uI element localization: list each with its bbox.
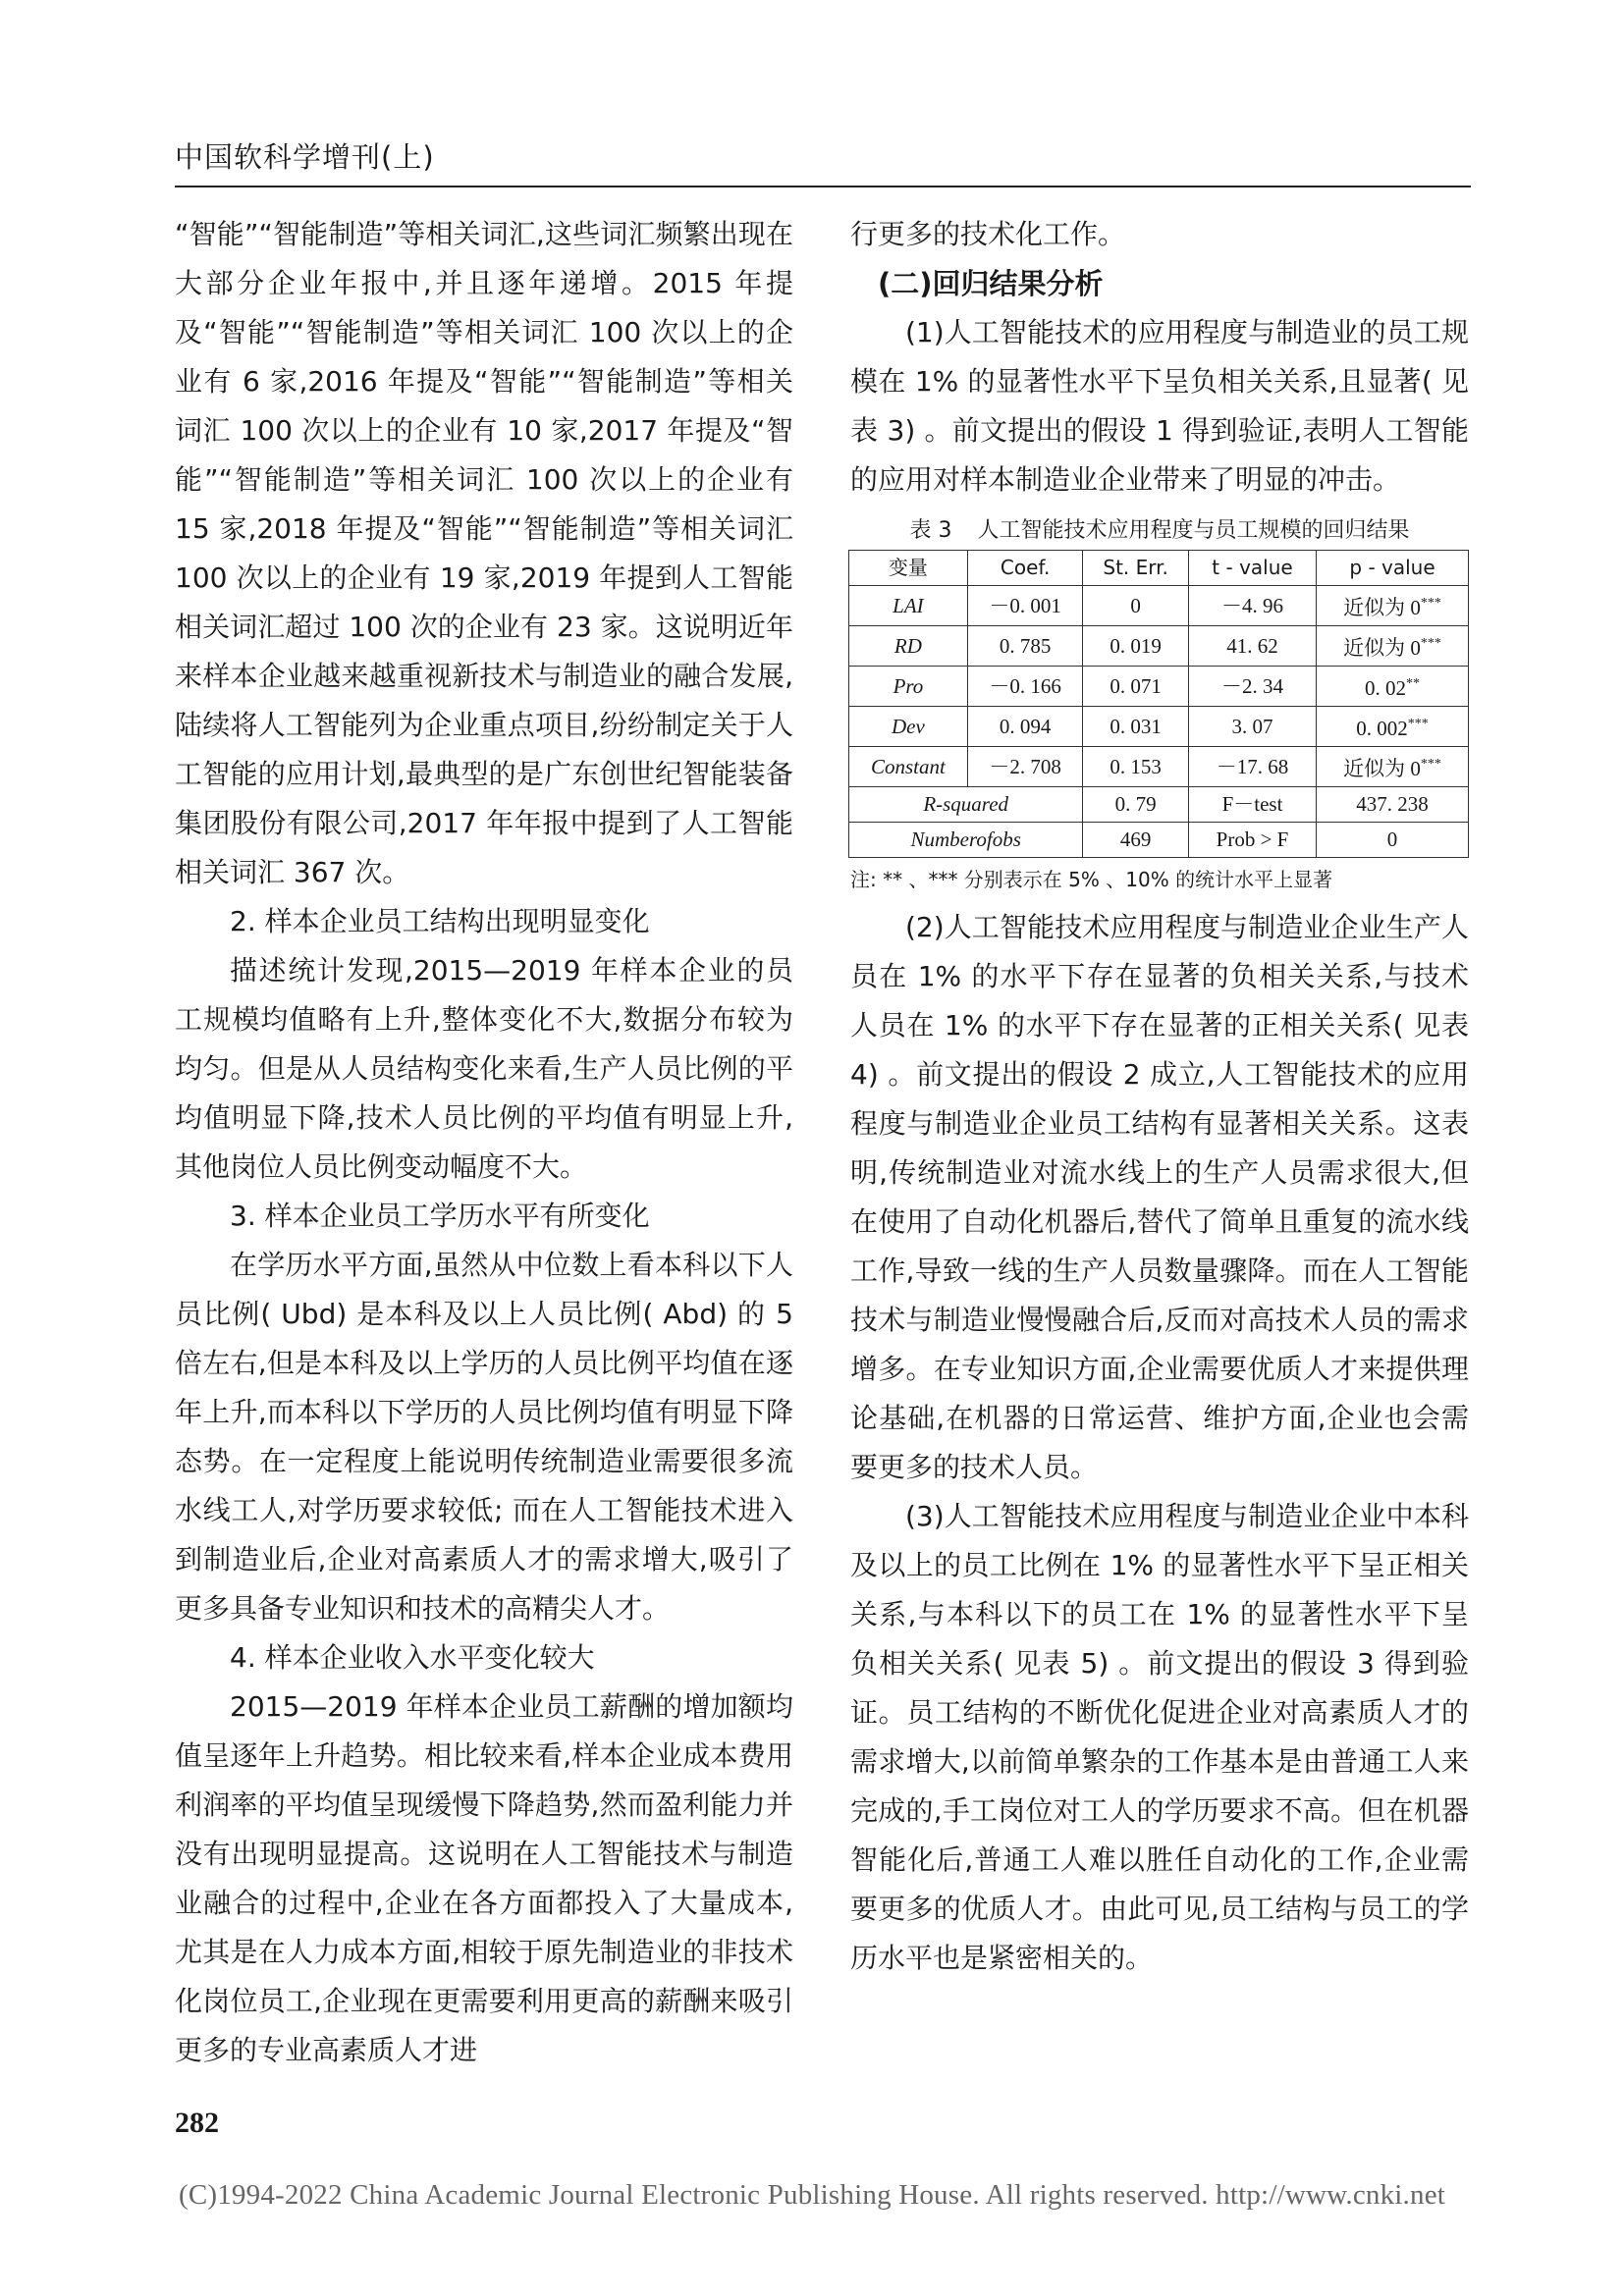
table-row [849,667,1469,707]
table-header-cell: Coef. [967,551,1083,586]
table-row [849,586,1469,626]
page-number: 282 [175,2107,219,2139]
significance-stars: *** [1407,717,1429,731]
table-number: 表 3 [909,518,952,543]
stat-label-cell: F－test [1188,787,1316,823]
header-rule [175,186,1471,187]
tvalue-cell: 3. 07 [1188,707,1316,747]
table-header-cell: t - value [1188,551,1316,586]
tvalue-cell: －4. 96 [1188,586,1316,626]
pvalue-text: 0. 02 [1365,676,1407,700]
table-note: 注: ** 、*** 分别表示在 5% 、10% 的统计水平上显著 [850,868,1333,891]
pvalue-cell [1317,626,1469,667]
stat-value-cell: 437. 238 [1317,787,1469,823]
body-paragraph: 2015—2019 年样本企业员工薪酬的增加额均值呈逐年上升趋势。相比较来看,样本企业成本费用利润率的平均值呈现缓慢下降趋势,然而盈利能力并没有出现明显提高。这说明在人工智能技术与制造业融合的过程中,企业在各方面都投入了大量成本,尤其是在人力成本方面,相较于原先制造业的非技术化岗位员工,企业现在更需要利用更高的薪酬来吸引更多的专业高素质人才进 [175,1690,793,2066]
section-heading: (二)回归结果分析 [878,267,1104,300]
stat-label-cell: Prob > F [1188,823,1316,858]
stat-value-cell: 469 [1083,823,1189,858]
table-row [849,707,1469,747]
table-header-cell: St. Err. [1083,551,1189,586]
table-caption [850,516,1469,546]
significance-stars: ** [1406,676,1421,691]
pvalue-cell [1317,747,1469,787]
stat-label-cell: R-squared [849,787,1083,823]
pvalue-cell [1317,586,1469,626]
body-paragraph: “智能”“智能制造”等相关词汇,这些词汇频繁出现在大部分企业年报中,并且逐年递增。2015 年提及“智能”“智能制造”等相关词汇 100 次以上的企业有 6 家,2016 年提及“智能”“智能制造”等相关词汇 100 次以上的企业有 10 家,2017 年提及“智能”“智能制造”等相关词汇 100 次以上的企业有 15 家,2018 年提及“智能”“智能制造”等相关词汇 100 次以上的企业有 19 家,2019 年提到人工智能相关词汇超过 100 次的企业有 23 家。这说明近年来样本企业越来越重视新技术与制造业的融合发展,陆续将人工智能列为企业重点项目,纷纷制定关于人工智能的应用计划,最典型的是广东创世纪智能装备集团股份有限公司,2017 年年报中提到了人工智能相关词汇 367 次。 [175,218,793,888]
table-header-cell: 变量 [849,551,968,586]
variable-cell: RD [849,626,968,667]
table-title: 人工智能技术应用程度与员工规模的回归结果 [977,518,1410,543]
significance-stars: *** [1420,596,1441,611]
right-column [850,210,1469,1983]
subsection-heading: 2. 样本企业员工结构出现明显变化 [230,905,650,937]
regression-table [848,550,1469,858]
tvalue-cell: 41. 62 [1188,626,1316,667]
stderr-cell: 0. 153 [1083,747,1189,787]
body-paragraph: (3)人工智能技术应用程度与制造业企业中本科及以上的员工比例在 1% 的显著性水平下呈正相关关系,与本科以下的员工在 1% 的显著性水平下呈负相关关系( 见表 5) 。前文提出的假设 3 得到验证。员工结构的不断优化促进企业对高素质人才的需求增大,以前简单繁杂的工作基本是由普通工人来完成的,手工岗位对工人的学历要求不高。但在机器智能化后,普通工人难以胜任自动化的工作,企业需要更多的优质人才。由此可见,员工结构与员工的学历水平也是紧密相关的。 [850,1500,1469,1974]
pvalue-text: 0. 002 [1356,717,1408,740]
stderr-cell: 0. 019 [1083,626,1189,667]
body-paragraph: 在学历水平方面,虽然从中位数上看本科以下人员比例( Ubd) 是本科及以上人员比例( Abd) 的 5 倍左右,但是本科及以上学历的人员比例平均值在逐年上升,而本科以下学历的人员比例均值有明显下降态势。在一定程度上能说明传统制造业需要很多流水线工人,对学历要求较低; 而在人工智能技术进入到制造业后,企业对高素质人才的需求增大,吸引了更多具备专业知识和技术的高精尖人才。 [175,1249,793,1625]
left-column [175,210,793,2075]
subsection-heading: 4. 样本企业收入水平变化较大 [230,1641,595,1674]
significance-stars: *** [1420,757,1441,772]
pvalue-cell [1317,667,1469,707]
stderr-cell: 0. 071 [1083,667,1189,707]
body-paragraph: (1)人工智能技术的应用程度与制造业的员工规模在 1% 的显著性水平下呈负相关关系,且显著( 见表 3) 。前文提出的假设 1 得到验证,表明人工智能的应用对样本制造业企业带来了明显的冲击。 [850,316,1469,496]
variable-cell: Dev [849,707,968,747]
body-paragraph: 描述统计发现,2015—2019 年样本企业的员工规模均值略有上升,整体变化不大,数据分布较为均匀。但是从人员结构变化来看,生产人员比例的平均值明显下降,技术人员比例的平均值有明显上升,其他岗位人员比例变动幅度不大。 [175,954,793,1183]
coef-cell: 0. 094 [967,707,1083,747]
stat-value-cell: 0 [1317,823,1469,858]
significance-stars: *** [1420,636,1441,651]
coef-cell: －0. 001 [967,586,1083,626]
table-stats-row [849,823,1469,858]
table-header-row [849,551,1469,586]
pvalue-text: 近似为 0 [1343,757,1421,780]
coef-cell: －0. 166 [967,667,1083,707]
table-row [849,747,1469,787]
table-stats-row [849,787,1469,823]
stat-value-cell: 0. 79 [1083,787,1189,823]
coef-cell: －2. 708 [967,747,1083,787]
variable-cell: Constant [849,747,968,787]
pvalue-text: 近似为 0 [1343,596,1421,619]
copyright-footer: (C)1994-2022 China Academic Journal Electronic Publishing House. All rights reserved. http://www.cnki.net [178,2179,1446,2211]
tvalue-cell: －2. 34 [1188,667,1316,707]
coef-cell: 0. 785 [967,626,1083,667]
table-row [849,626,1469,667]
stderr-cell: 0 [1083,586,1189,626]
stat-label-cell: Numberofobs [849,823,1083,858]
pvalue-cell [1317,707,1469,747]
subsection-heading: 3. 样本企业员工学历水平有所变化 [230,1200,650,1232]
variable-cell: LAI [849,586,968,626]
tvalue-cell: －17. 68 [1188,747,1316,787]
variable-cell: Pro [849,667,968,707]
body-paragraph: (2)人工智能技术应用程度与制造业企业生产人员在 1% 的水平下存在显著的负相关关系,与技术人员在 1% 的水平下存在显著的正相关关系( 见表 4) 。前文提出的假设 2 成立,人工智能技术的应用程度与制造业企业员工结构有显著相关关系。这表明,传统制造业对流水线上的生产人员需求很大,但在使用了自动化机器后,替代了简单且重复的流水线工作,导致一线的生产人员数量骤降。而在人工智能技术与制造业慢慢融合后,反而对高技术人员的需求增多。在专业知识方面,企业需要优质人才来提供理论基础,在机器的日常运营、维护方面,企业也会需要更多的技术人员。 [850,911,1469,1483]
stderr-cell: 0. 031 [1083,707,1189,747]
pvalue-text: 近似为 0 [1343,636,1421,660]
journal-running-header: 中国软科学增刊(上) [175,140,435,174]
table-header-cell: p - value [1317,551,1469,586]
body-paragraph: 行更多的技术化工作。 [850,218,1126,250]
